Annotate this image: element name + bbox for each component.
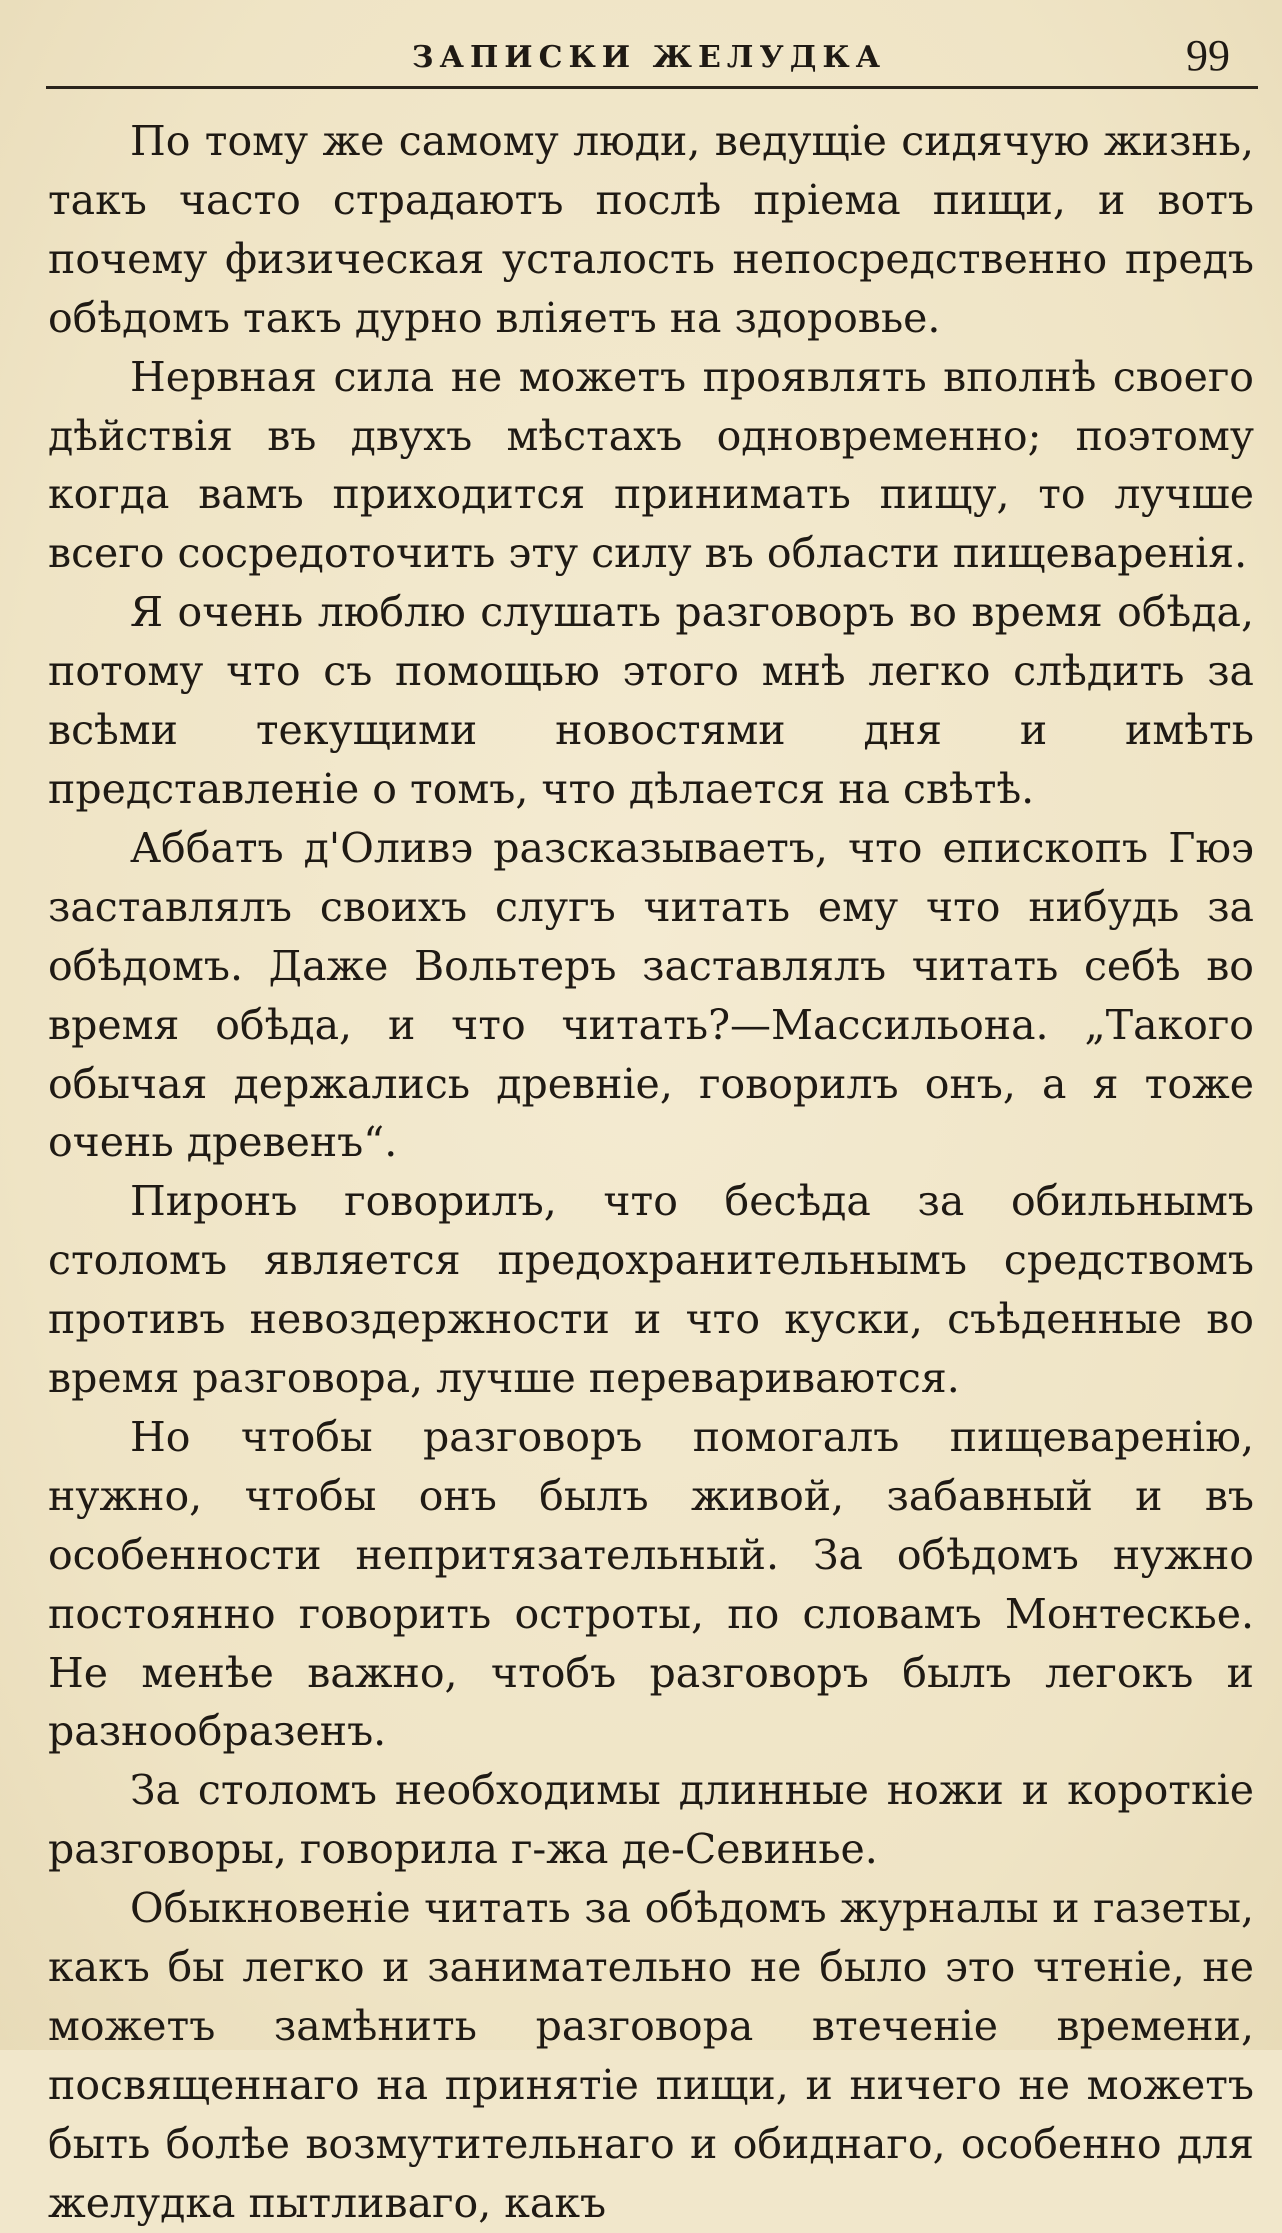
paragraph: По тому же самому люди, ведущіе сидячую жизнь, такъ часто страдаютъ послѣ пріема пищи, и вотъ почему физическая усталость непосредственно предъ обѣдомъ такъ дурно вліяетъ на здоровье.	[48, 117, 1254, 342]
running-title: ЗАПИСКИ ЖЕЛУДКА	[411, 40, 887, 75]
body-text	[48, 112, 1254, 2233]
page-number: 99	[1186, 31, 1230, 80]
paragraph: Пиронъ говорилъ, что бесѣда за обильнымъ столомъ является предохранительнымъ средствомъ противъ невоздержности и что куски, съѣденные во время разговора, лучше перевариваются.	[48, 1177, 1254, 1403]
page-header	[46, 28, 1252, 88]
paragraph: Но чтобы разговоръ помогалъ пищеваренію, нужно, чтобы онъ былъ живой, забавный и въ особенности непритязательный. За обѣдомъ нужно постоянно говорить остроты, по словамъ Монтескье. Не менѣе важно, чтобъ разговоръ былъ легокъ и разнообразенъ.	[48, 1412, 1254, 1756]
paragraph: Я очень люблю слушать разговоръ во время обѣда, потому что съ помощью этого мнѣ легко слѣдить за всѣми текущими новостями дня и имѣть представленіе о томъ, что дѣлается на свѣтѣ.	[48, 588, 1254, 813]
paragraph: Обыкновеніе читать за обѣдомъ журналы и газеты, какъ бы легко и занимательно не было это чтеніе, не можетъ замѣнить разговора втеченіе времени, посвященнаго на принятіе пищи, и ничего не можетъ быть болѣе возмутительнаго и обиднаго, особенно для желудка пытливаго, какъ	[48, 1884, 1254, 2227]
header-rule	[46, 86, 1258, 89]
paragraph: Аббатъ д'Оливэ разсказываетъ, что епископъ Гюэ заставлялъ своихъ слугъ читать ему что нибудь за обѣдомъ. Даже Вольтеръ заставлялъ читать себѣ во время обѣда, и что читать?—Массильона. „Такого обычая держались древніе, говорилъ онъ, а я тоже очень древенъ“.	[48, 823, 1254, 1167]
paragraph: Нервная сила не можетъ проявлять вполнѣ своего дѣйствія въ двухъ мѣстахъ одновременно; поэтому когда вамъ приходится принимать пищу, то лучше всего сосредоточить эту силу въ области пищеваренія.	[48, 352, 1254, 578]
paragraph: За столомъ необходимы длинные ножи и короткіе разговоры, говорила г-жа де-Севинье.	[48, 1766, 1254, 1874]
